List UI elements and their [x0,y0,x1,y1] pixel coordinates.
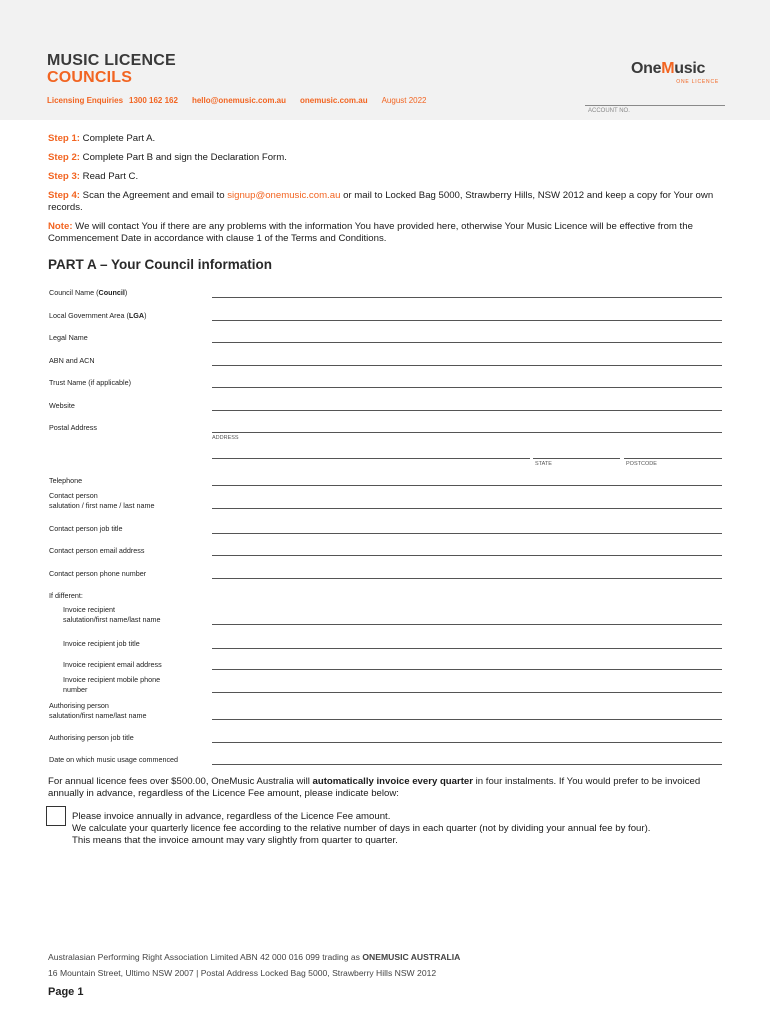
contact-phone-label: Contact person phone number [49,569,147,578]
invoice-recipient-label: Invoice recipient salutation/first name/last name [63,605,161,624]
phone-number[interactable]: 1300 162 162 [129,96,178,105]
state-sublabel: STATE [535,461,552,467]
lga-field[interactable] [212,320,722,321]
legal-name-field[interactable] [212,342,722,343]
contact-person-field[interactable] [212,508,722,509]
email-link[interactable]: hello@onemusic.com.au [191,96,286,105]
lga-label: Local Government Area (LGA) [49,311,147,320]
date-commenced-field[interactable] [212,764,722,765]
address-sublabel: ADDRESS [212,435,239,441]
contact-phone-field[interactable] [212,578,722,579]
contact-email-field[interactable] [212,555,722,556]
authorising-job-field[interactable] [212,742,722,743]
annual-invoice-option: Please invoice annually in advance, regardless of the Licence Fee amount. We calculate your quarterly licence fee according to the relative number of days in each quarter (not by dividing your annual fee by four). This means that the invoice amount may vary slightly from quarter to quarter. [72,811,651,846]
authorising-job-label: Authorising person job title [49,733,134,742]
legal-name-label: Legal Name [49,333,88,342]
invoice-job-field[interactable] [212,648,722,649]
telephone-label: Telephone [49,476,83,485]
invoice-mobile-label: Invoice recipient mobile phone number [63,675,161,694]
note: Note: We will contact You if there are any problems with the information You have provided here, otherwise Your Music Licence will be effective from the Commencement Date in accordance with clause 1 of the Terms and Conditions. [48,221,693,244]
council-name-label: Council Name (Council) [49,288,128,297]
footer-company: Australasian Performing Right Association Limited ABN 42 000 016 099 trading as ONEMUSIC AUSTRALIA [48,952,461,962]
invoice-frequency-text: For annual licence fees over $500.00, OneMusic Australia will automatically invoice every quarter in four instalments. If You would prefer to be invoiced annually in advance, regardless of the Licence Fee amount, please indicate below: [48,776,701,799]
footer-address: 16 Mountain Street, Ultimo NSW 2007 | Postal Address Locked Bag 5000, Strawberry Hills NSW 2012 [48,968,437,978]
contact-line [47,96,441,105]
account-number-label: ACCOUNT NO. [588,108,630,114]
annual-invoice-checkbox[interactable] [46,806,66,826]
authorising-person-label: Authorising person salutation/first name/last name [49,701,147,720]
invoice-mobile-field[interactable] [212,692,722,693]
step-4: Step 4: Scan the Agreement and email to signup@onemusic.com.au or mail to Locked Bag 5000, Strawberry Hills, NSW 2012 and keep a copy for Your own records. [48,190,714,213]
council-name-field[interactable] [212,297,722,298]
invoice-email-label: Invoice recipient email address [63,660,162,669]
page-title [47,52,176,86]
contact-email-label: Contact person email address [49,546,145,555]
state-field[interactable] [533,458,620,459]
enquiries-label: Licensing Enquiries [47,96,124,105]
website-field[interactable] [212,410,722,411]
contact-job-label: Contact person job title [49,524,123,533]
page-number: Page 1 [48,986,84,998]
step-3: Step 3: Read Part C. [48,171,139,182]
instructions [48,133,728,252]
invoice-email-field[interactable] [212,669,722,670]
suburb-field[interactable] [212,458,530,459]
part-a-heading: PART A – Your Council information [48,257,273,272]
step-1: Step 1: Complete Part A. [48,133,156,144]
invoice-recipient-field[interactable] [212,624,722,625]
abn-label: ABN and ACN [49,356,95,365]
postcode-sublabel: POSTCODE [626,461,657,467]
account-number-field[interactable] [585,105,725,106]
logo-subtitle: ONE LICENCE [676,79,719,85]
website-label: Website [49,401,75,410]
date-commenced-label: Date on which music usage commenced [49,755,179,764]
telephone-field[interactable] [212,485,722,486]
abn-field[interactable] [212,365,722,366]
contact-person-label: Contact person salutation / first name / last name [49,491,155,510]
onemusic-logo [631,60,723,86]
authorising-person-field[interactable] [212,719,722,720]
signup-email-link[interactable]: signup@onemusic.com.au [227,190,341,201]
invoice-job-label: Invoice recipient job title [63,639,140,648]
trust-name-label: Trust Name (if applicable) [49,378,132,387]
title-line-1: MUSIC LICENCE [47,52,176,69]
issue-date: August 2022 [381,96,427,105]
contact-job-field[interactable] [212,533,722,534]
logo-wordmark: OneMusic [631,60,706,77]
postal-address-label: Postal Address [49,423,97,432]
website-link[interactable]: onemusic.com.au [300,96,368,105]
address-field[interactable] [212,432,722,433]
step-2: Step 2: Complete Part B and sign the Declaration Form. [48,152,287,163]
postcode-field[interactable] [624,458,722,459]
title-line-2: COUNCILS [47,69,133,86]
if-different-label: If different: [49,591,83,600]
trust-name-field[interactable] [212,387,722,388]
